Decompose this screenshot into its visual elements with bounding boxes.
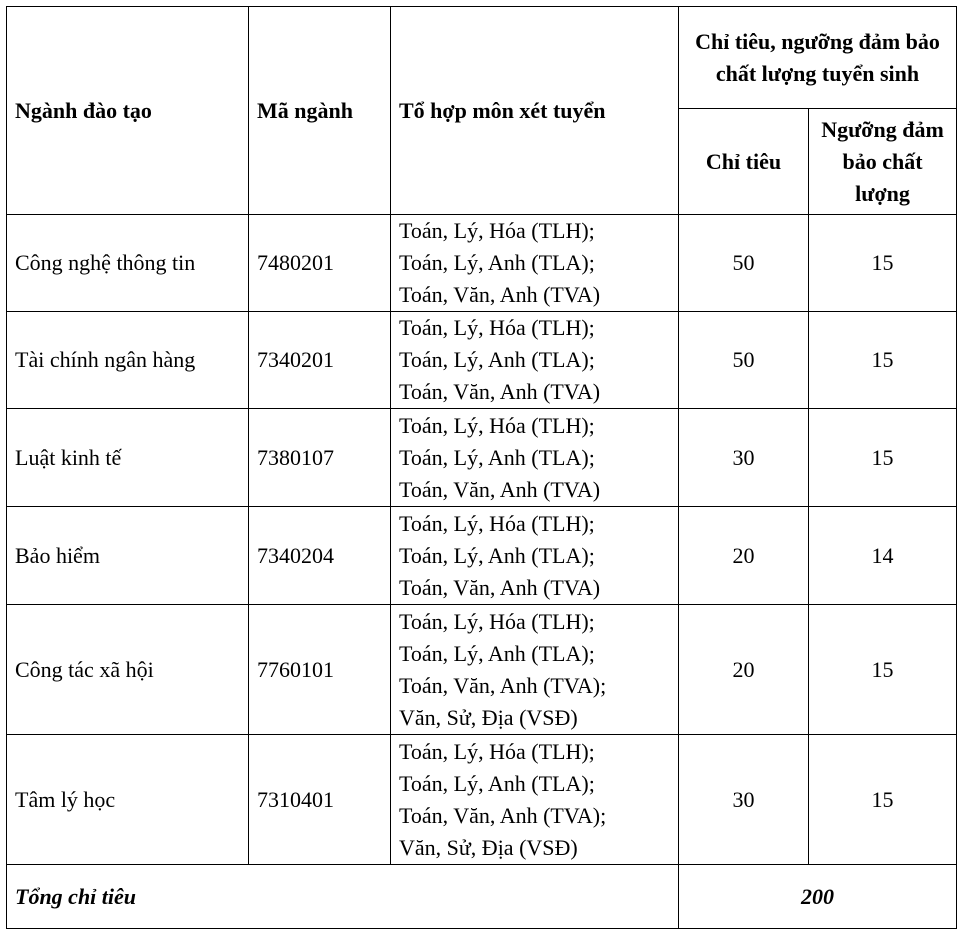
- table-row: [7, 735, 957, 865]
- cell-chi-tieu: 20: [679, 605, 809, 735]
- cell-nganh: Bảo hiểm: [7, 507, 249, 605]
- table-row: [7, 507, 957, 605]
- combo-line: Toán, Lý, Anh (TLA);: [399, 250, 595, 275]
- cell-ma: 7380107: [249, 409, 391, 507]
- header-group: Chỉ tiêu, ngưỡng đảm bảo chất lượng tuyển sinh: [679, 7, 957, 109]
- header-nguong: Ngưỡng đảm bảo chất lượng: [809, 109, 957, 215]
- combo-line: Toán, Lý, Anh (TLA);: [399, 542, 595, 568]
- header-to-hop: Tổ hợp môn xét tuyển: [391, 7, 679, 215]
- cell-nganh: Công nghệ thông tin: [7, 215, 249, 312]
- combo-line: Văn, Sử, Địa (VSĐ): [399, 834, 578, 860]
- cell-nganh: Luật kinh tế: [7, 409, 249, 507]
- combo-line: Toán, Lý, Hóa (TLH);: [399, 608, 595, 634]
- total-label: Tổng chỉ tiêu: [7, 865, 679, 929]
- cell-ma: 7340204: [249, 507, 391, 605]
- combo-line: Toán, Văn, Anh (TVA);: [399, 672, 607, 698]
- cell-ma: 7760101: [249, 605, 391, 735]
- combo-line: Toán, Lý, Anh (TLA);: [399, 444, 595, 470]
- combo-line: Văn, Sử, Địa (VSĐ): [399, 704, 578, 730]
- cell-nguong: 15: [809, 735, 957, 865]
- cell-ma: 7310401: [249, 735, 391, 865]
- combo-line: Toán, Lý, Hóa (TLH);: [399, 315, 595, 340]
- cell-chi-tieu: 50: [679, 312, 809, 409]
- cell-nganh: Công tác xã hội: [7, 605, 249, 735]
- cell-nguong: 15: [809, 605, 957, 735]
- cell-chi-tieu: 30: [679, 735, 809, 865]
- cell-nguong: 15: [809, 312, 957, 409]
- cell-ma: 7340201: [249, 312, 391, 409]
- combo-line: Toán, Lý, Anh (TLA);: [399, 770, 595, 796]
- table-row: [7, 312, 957, 409]
- admissions-table: [6, 6, 957, 929]
- cell-chi-tieu: 50: [679, 215, 809, 312]
- header-chi-tieu: Chỉ tiêu: [679, 109, 809, 215]
- combo-line: Toán, Lý, Hóa (TLH);: [399, 218, 595, 243]
- total-value: 200: [679, 865, 957, 929]
- cell-to-hop: [391, 312, 679, 409]
- cell-to-hop: [391, 735, 679, 865]
- table-row: [7, 605, 957, 735]
- combo-line: Toán, Văn, Anh (TVA);: [399, 802, 607, 828]
- table-row: [7, 409, 957, 507]
- combo-line: Toán, Văn, Anh (TVA): [399, 379, 601, 404]
- combo-line: Toán, Lý, Hóa (TLH);: [399, 738, 595, 764]
- combo-line: Toán, Lý, Hóa (TLH);: [399, 412, 595, 438]
- cell-nganh: Tài chính ngân hàng: [7, 312, 249, 409]
- cell-ma: 7480201: [249, 215, 391, 312]
- combo-line: Toán, Văn, Anh (TVA): [399, 476, 601, 502]
- cell-nguong: 14: [809, 507, 957, 605]
- cell-chi-tieu: 20: [679, 507, 809, 605]
- cell-nguong: 15: [809, 215, 957, 312]
- cell-to-hop: [391, 409, 679, 507]
- cell-nganh: Tâm lý học: [7, 735, 249, 865]
- table-row: [7, 215, 957, 312]
- combo-line: Toán, Văn, Anh (TVA): [399, 574, 601, 600]
- cell-chi-tieu: 30: [679, 409, 809, 507]
- combo-line: Toán, Lý, Anh (TLA);: [399, 640, 595, 666]
- header-nganh: Ngành đào tạo: [7, 7, 249, 215]
- cell-to-hop: [391, 215, 679, 312]
- header-ma-nganh: Mã ngành: [249, 7, 391, 215]
- combo-line: Toán, Lý, Hóa (TLH);: [399, 510, 595, 536]
- combo-line: Toán, Lý, Anh (TLA);: [399, 347, 595, 372]
- total-row: [7, 865, 957, 929]
- cell-to-hop: [391, 605, 679, 735]
- combo-line: Toán, Văn, Anh (TVA): [399, 282, 601, 307]
- cell-nguong: 15: [809, 409, 957, 507]
- cell-to-hop: [391, 507, 679, 605]
